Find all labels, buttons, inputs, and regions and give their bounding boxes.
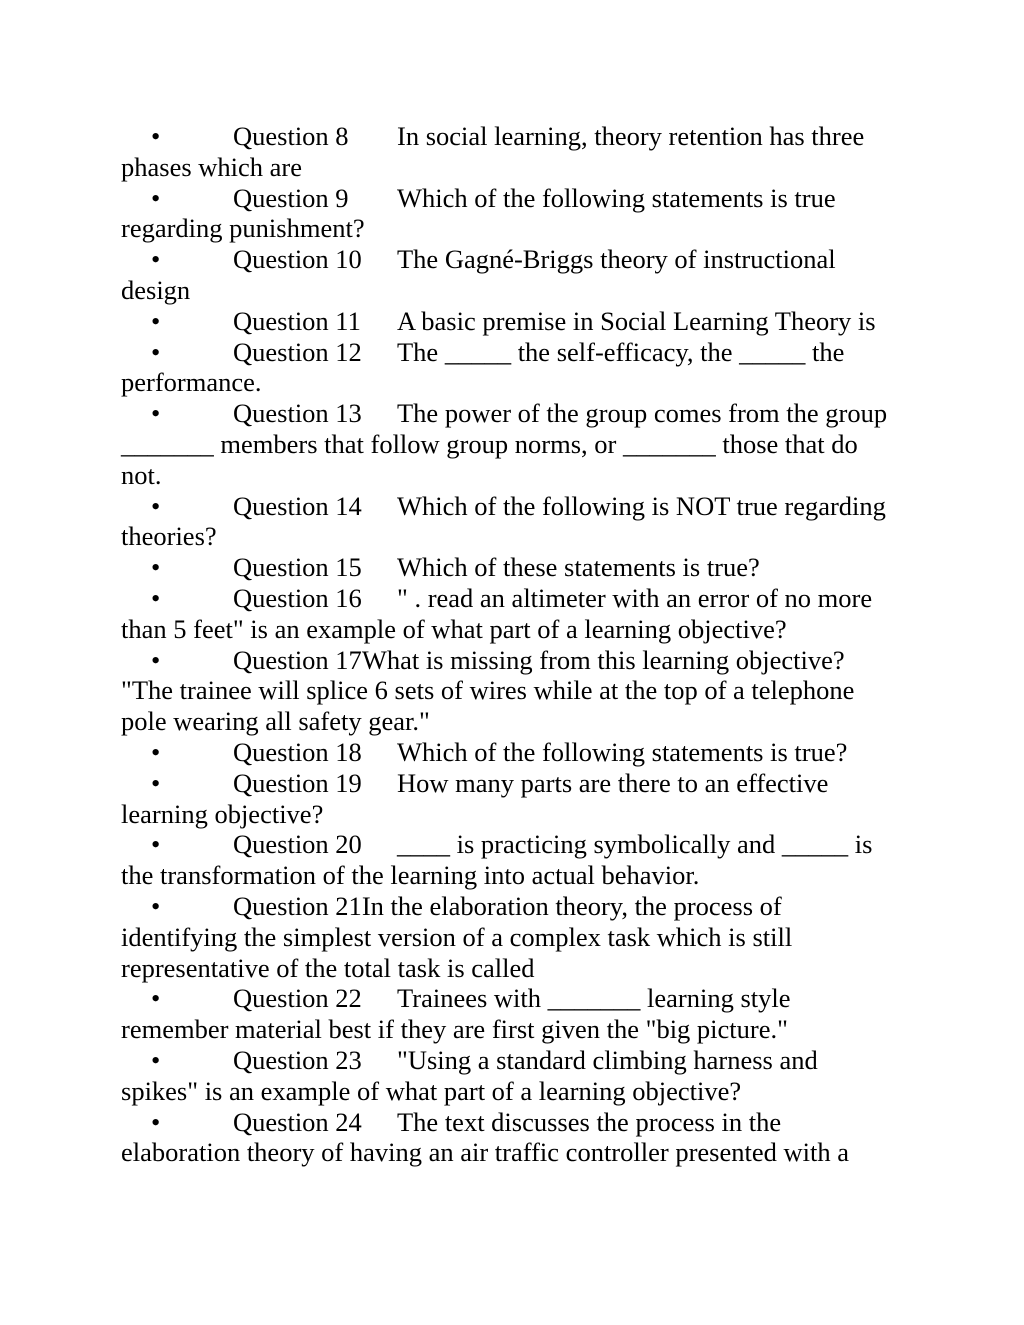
bullet: • — [151, 736, 161, 767]
list-item — [121, 121, 896, 183]
bullet: • — [151, 121, 161, 151]
list-item — [121, 829, 896, 891]
bullet: • — [151, 767, 161, 798]
question-text: How many parts are there to an effective learning objective? — [121, 767, 829, 829]
question-text: Which of these statements is true? — [397, 552, 760, 583]
list-item — [121, 983, 896, 1045]
question-text: Which of the following statements is true? — [397, 736, 848, 767]
question-text: Which of the following is NOT true regarding theories? — [121, 490, 886, 552]
question-text: ____ is practicing symbolically and _____ is the transformation of the learning into actual behavior. — [121, 829, 873, 891]
bullet: • — [151, 336, 161, 367]
bullet: • — [151, 644, 161, 675]
question-text: Which of the following statements is true regarding punishment? — [121, 182, 836, 244]
list-item — [121, 183, 896, 245]
question-number: Question 24 — [233, 1106, 362, 1137]
question-number: Question 23 — [233, 1044, 362, 1075]
list-item — [121, 244, 896, 306]
question-number: Question 16 — [233, 582, 362, 613]
question-number: Question 9 — [233, 182, 349, 213]
question-number: Question 8 — [233, 121, 349, 151]
question-number: Question 10 — [233, 244, 362, 275]
question-number: Question 19 — [233, 767, 362, 798]
list-item — [121, 1107, 896, 1169]
bullet: • — [151, 305, 161, 336]
list-item — [121, 491, 896, 553]
bullet: • — [151, 1044, 161, 1075]
bullet: • — [151, 398, 161, 429]
question-text: The _____ the self-efficacy, the _____ the performance. — [121, 336, 845, 398]
question-text: In the elaboration theory, the process of identifying the simplest version of a complex task which is still representative of the total task is called — [121, 890, 793, 983]
question-text: In social learning, theory retention has three phases which are — [121, 121, 865, 182]
question-text: The power of the group comes from the group _______ members that follow group norms, or _______ those that do not. — [121, 398, 888, 490]
question-number: Question 14 — [233, 490, 362, 521]
question-number: Question 12 — [233, 336, 362, 367]
bullet: • — [151, 552, 161, 583]
list-item — [121, 891, 896, 983]
question-number: Question 20 — [233, 829, 362, 860]
question-list — [121, 121, 896, 1168]
bullet: • — [151, 244, 161, 275]
list-item — [121, 552, 896, 583]
question-number: Question 21 — [233, 890, 362, 921]
question-text: Trainees with _______ learning style remember material best if they are first given the "big picture." — [121, 983, 791, 1045]
bullet: • — [151, 1106, 161, 1137]
question-number: Question 13 — [233, 398, 362, 429]
question-number: Question 15 — [233, 552, 362, 583]
question-text: The text discusses the process in the elaboration theory of having an air traffic controller presented with a — [121, 1106, 849, 1168]
question-text: The Gagné-Briggs theory of instructional design — [121, 244, 836, 305]
bullet: • — [151, 582, 161, 613]
list-item — [121, 768, 896, 830]
list-item — [121, 398, 896, 490]
question-text: "Using a standard climbing harness and spikes" is an example of what part of a learning objective? — [121, 1044, 818, 1106]
list-item — [121, 306, 896, 337]
list-item — [121, 1045, 896, 1107]
question-text: " . read an altimeter with an error of no more than 5 feet" is an example of what part of a learning objective? — [121, 582, 873, 644]
bullet: • — [151, 890, 161, 921]
list-item — [121, 583, 896, 645]
list-item — [121, 645, 896, 737]
question-number: Question 17 — [233, 644, 362, 675]
bullet: • — [151, 829, 161, 860]
bullet: • — [151, 983, 161, 1014]
list-item — [121, 737, 896, 768]
bullet: • — [151, 182, 161, 213]
question-number: Question 18 — [233, 736, 362, 767]
question-text: What is missing from this learning objective? "The trainee will splice 6 sets of wires while at the top of a telephone pole wearing all safety gear." — [121, 644, 855, 737]
list-item — [121, 337, 896, 399]
question-number: Question 22 — [233, 983, 362, 1014]
bullet: • — [151, 490, 161, 521]
question-text: A basic premise in Social Learning Theory is — [397, 305, 876, 336]
question-number: Question 11 — [233, 305, 361, 336]
